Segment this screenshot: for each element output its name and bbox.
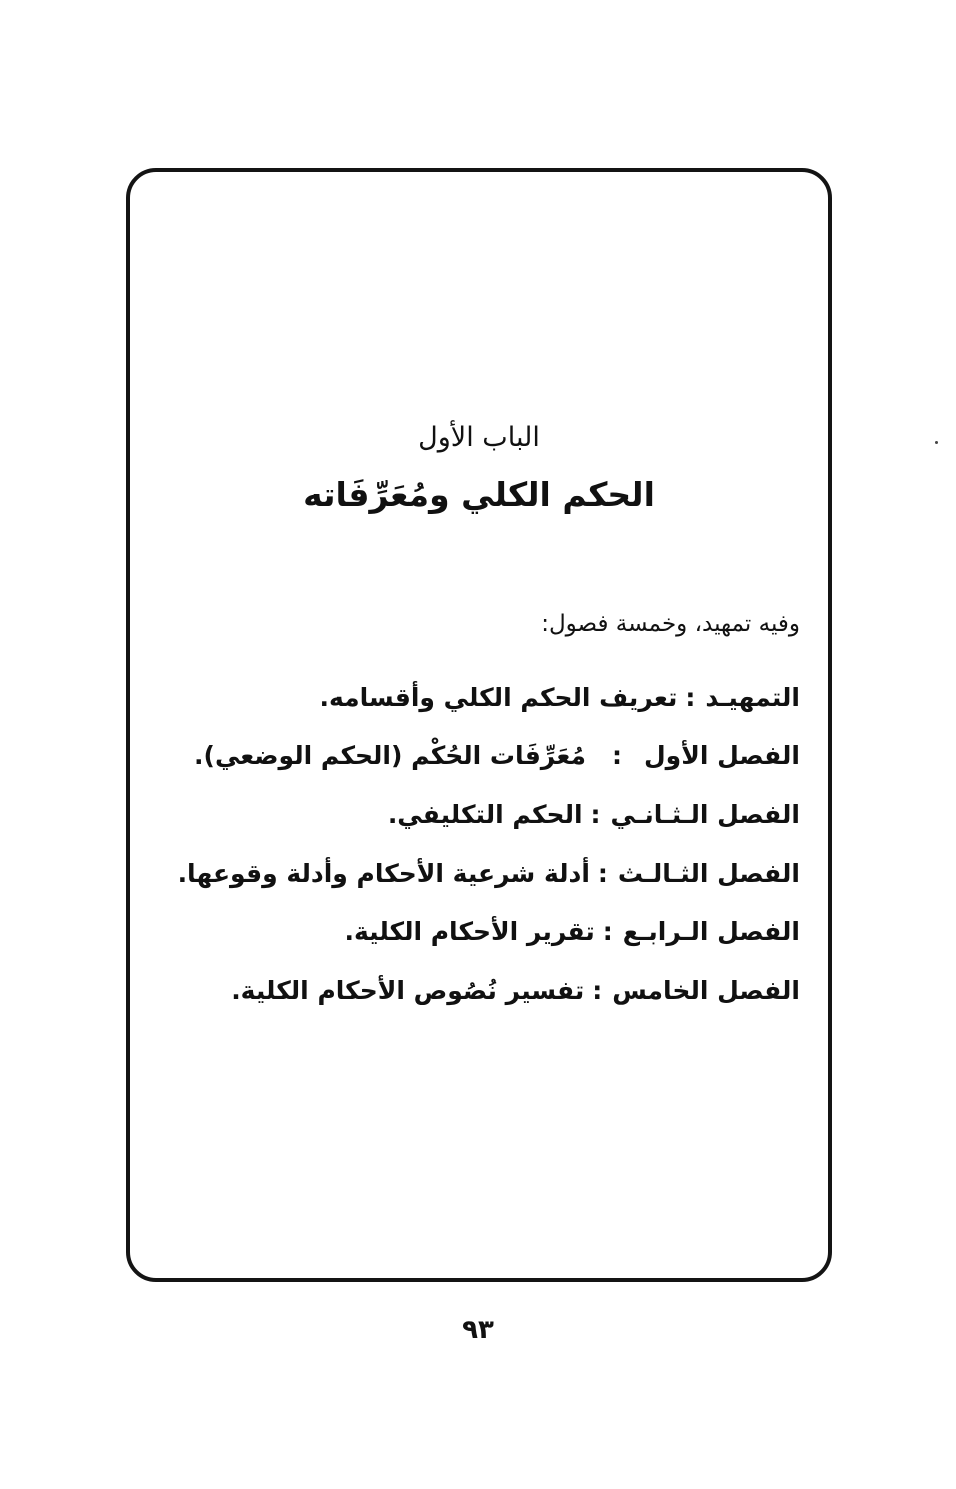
chapter-label: الفصل الخامس — [612, 975, 800, 1005]
chapter-title: تقرير الأحكام الكلية. — [344, 917, 595, 947]
chapter-label: التمهيـد — [705, 682, 800, 712]
chapter-label: الفصل الـثـانـي — [610, 799, 800, 829]
chapter-separator: : — [602, 917, 613, 947]
chapter-item-1 — [160, 727, 800, 786]
page-number: ٩٣ — [462, 1315, 494, 1345]
chapter-label: الفصل الأول — [643, 741, 800, 771]
chapter-separator: : — [597, 858, 608, 888]
chapter-title: الحكم التكليفي. — [387, 799, 583, 829]
chapter-item-introduction — [160, 668, 800, 727]
chapter-item-5 — [160, 961, 800, 1020]
chapter-item-2 — [160, 785, 800, 844]
scan-speck — [935, 441, 938, 444]
chapter-list — [160, 668, 800, 1020]
chapter-item-4 — [160, 902, 800, 961]
chapter-separator: : — [685, 682, 696, 712]
chapter-label: الفصل الـرابـع — [622, 917, 800, 947]
chapter-title: تعريف الحكم الكلي وأقسامه. — [319, 682, 678, 712]
chapter-label: الفصل الثـالـث — [617, 858, 800, 888]
part-label: الباب الأول — [418, 422, 540, 453]
chapter-title: مُعَرِّفَات الحُكْم (الحكم الوضعي). — [194, 741, 586, 771]
chapter-title: أدلة شرعية الأحكام وأدلة وقوعها. — [177, 858, 590, 888]
chapter-item-3 — [160, 844, 800, 903]
chapter-separator: : — [592, 975, 603, 1005]
part-title: الحكم الكلي ومُعَرِّفَاته — [303, 475, 655, 514]
chapter-separator: : — [611, 741, 622, 771]
intro-text: وفيه تمهيد، وخمسة فصول: — [541, 611, 800, 637]
chapter-title: تفسير نُصُوص الأحكام الكلية. — [231, 975, 585, 1005]
chapter-separator: : — [590, 799, 601, 829]
